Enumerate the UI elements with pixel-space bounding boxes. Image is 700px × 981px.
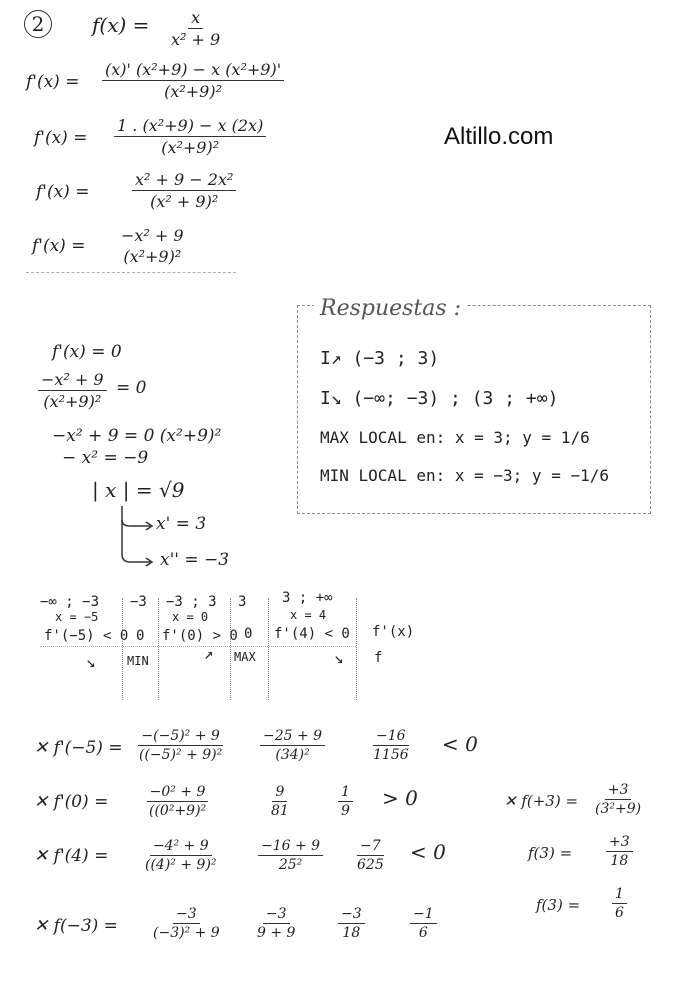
eval-4-den-2: 9 + 9 [257, 925, 296, 941]
root-1: x' = 3 [156, 514, 207, 534]
function-numerator: x [188, 8, 203, 29]
eval-4-num-1: −3 [173, 906, 200, 924]
eval-4-den-1: (−3)² + 9 [153, 925, 220, 941]
exercise-number: 2 [24, 10, 52, 38]
eval-1-den-1: ((−5)² + 9)² [139, 747, 223, 763]
root-2: x'' = −3 [160, 550, 230, 570]
eval-1-num-1: −(−5)² + 9 [138, 728, 222, 746]
interval-3-arrow: ↘ [334, 648, 344, 667]
eval-4-den-4: 6 [418, 925, 428, 941]
eval-3-num-1: −4² + 9 [150, 838, 212, 856]
derivative-step-4-lhs: f'(x) = [32, 236, 86, 256]
right-eval-3-denominator: 6 [615, 905, 624, 921]
eval-3-lhs: ✕ f'(4) = [34, 846, 109, 866]
root-branch-arrows [110, 502, 160, 572]
right-eval-3-numerator: 1 [612, 886, 627, 904]
right-eval-1-fraction [592, 782, 644, 817]
interval-2-arrow: ↗ [204, 644, 214, 663]
eval-1-num-3: −16 [373, 728, 409, 746]
interval-3-test: x = 4 [290, 608, 327, 622]
eval-2-frac-1 [146, 784, 209, 819]
critical-eq-zero: = 0 [116, 378, 147, 398]
eval-4-frac-3 [338, 906, 365, 941]
eval-2-den-1: ((0²+9)² [149, 803, 207, 819]
right-eval-2-fraction [606, 834, 633, 869]
right-eval-3-fraction [612, 886, 627, 921]
derivative-step-1-lhs: f'(x) = [26, 72, 80, 92]
interval-3-label: 3 ; +∞ [282, 590, 333, 606]
eval-4-frac-2 [254, 906, 298, 941]
point-2-sign: 0 [244, 626, 253, 642]
eval-2-frac-3 [338, 784, 353, 819]
derivative-step-3-denominator: (x² + 9)² [150, 192, 219, 211]
eval-3-num-3: −7 [357, 838, 384, 856]
sign-divider-4 [268, 598, 269, 700]
sign-divider-5 [356, 598, 357, 700]
answer-increasing: I↗ (−3 ; 3) [320, 348, 440, 369]
eval-3-den-1: ((4)² + 9)² [145, 857, 217, 873]
function-denominator: x² + 9 [171, 30, 221, 49]
point-2-extremum: MAX [234, 650, 256, 664]
legend-function: f [374, 650, 383, 666]
critical-fraction-denominator: (x²+9)² [43, 392, 102, 411]
derivative-step-3-fraction [132, 170, 236, 211]
function-fraction [168, 8, 223, 49]
eval-2-num-1: −0² + 9 [147, 784, 209, 802]
point-2-label: 3 [238, 594, 247, 610]
eval-1-den-2: (34)² [275, 747, 310, 763]
answer-min-local: MIN LOCAL en: x = −3; y = −1/6 [320, 466, 609, 485]
derivative-step-4-denominator: (x²+9)² [123, 247, 182, 266]
eval-4-frac-1 [150, 906, 223, 941]
eval-2-den-3: 9 [341, 803, 350, 819]
sign-table-midline [40, 646, 356, 647]
derivative-step-3-numerator: x² + 9 − 2x² [132, 170, 236, 191]
critical-eq-1: f'(x) = 0 [52, 342, 122, 362]
legend-derivative: f'(x) [372, 624, 415, 640]
interval-3-sign: f'(4) < 0 [274, 626, 350, 642]
point-1-label: −3 [130, 594, 147, 610]
sign-divider-1 [122, 598, 123, 700]
eval-1-frac-2 [260, 728, 325, 763]
right-eval-1-numerator: +3 [605, 782, 632, 800]
right-eval-1-lhs: ✕ f(+3) = [504, 792, 579, 810]
derivative-step-4-fraction [118, 226, 187, 266]
eval-3-num-2: −16 + 9 [258, 838, 323, 856]
eval-3-den-2: 25² [278, 857, 303, 873]
point-1-sign: 0 [136, 628, 145, 644]
interval-1-label: −∞ ; −3 [40, 594, 100, 610]
eval-2-den-2: 81 [271, 803, 289, 819]
derivative-step-2-fraction [114, 116, 266, 157]
eval-2-num-2: 9 [272, 784, 287, 802]
critical-eq-4: | x | = √9 [92, 478, 185, 502]
derivative-step-2-numerator: 1 . (x²+9) − x (2x) [114, 116, 266, 137]
derivative-step-2-denominator: (x²+9)² [161, 138, 220, 157]
eval-1-result: < 0 [442, 732, 478, 756]
answer-decreasing: I↘ (−∞; −3) ; (3 ; +∞) [320, 388, 559, 409]
eval-2-result: > 0 [382, 786, 418, 810]
eval-3-frac-2 [258, 838, 323, 873]
eval-1-frac-3 [370, 728, 412, 763]
derivative-step-2-lhs: f'(x) = [34, 128, 88, 148]
critical-eq-3: − x² = −9 [62, 448, 149, 468]
eval-4-num-2: −3 [263, 906, 290, 924]
right-eval-2-denominator: 18 [610, 853, 629, 869]
derivative-step-4-numerator: −x² + 9 [121, 226, 184, 245]
right-eval-1-denominator: (3²+9) [595, 801, 642, 817]
interval-1-sign: f'(−5) < 0 [44, 628, 129, 644]
function-lhs: f(x) = [92, 13, 150, 37]
interval-2-label: −3 ; 3 [166, 594, 217, 610]
interval-2-sign: f'(0) > 0 [162, 628, 238, 644]
eval-4-frac-4 [410, 906, 437, 941]
answers-box [297, 296, 651, 514]
derivation-underline [26, 272, 236, 273]
eval-1-frac-1 [136, 728, 225, 763]
eval-1-lhs: ✕ f'(−5) = [34, 738, 123, 758]
sign-divider-3 [230, 598, 231, 700]
eval-1-num-2: −25 + 9 [260, 728, 325, 746]
right-eval-3-lhs: f(3) = [536, 896, 581, 914]
right-eval-2-numerator: +3 [606, 834, 633, 852]
critical-eq-2: −x² + 9 = 0 (x²+9)² [52, 426, 222, 446]
eval-1-den-3: 1156 [373, 747, 409, 763]
eval-4-lhs: ✕ f(−3) = [34, 916, 118, 936]
derivative-step-1-numerator: (x)' (x²+9) − x (x²+9)' [102, 60, 284, 81]
answers-title: Respuestas : [314, 296, 467, 321]
watermark-text: Altillo.com [444, 123, 554, 150]
answer-max-local: MAX LOCAL en: x = 3; y = 1/6 [320, 428, 590, 447]
interval-2-test: x = 0 [172, 610, 209, 624]
interval-1-test: x = −5 [55, 610, 99, 624]
eval-4-den-3: 18 [342, 925, 361, 941]
eval-4-num-3: −3 [338, 906, 365, 924]
sign-divider-2 [158, 598, 159, 700]
derivative-step-1-fraction [102, 60, 284, 101]
critical-fraction-numerator: −x² + 9 [38, 370, 107, 391]
critical-fraction [38, 370, 107, 411]
eval-3-result: < 0 [410, 840, 446, 864]
eval-2-num-3: 1 [338, 784, 353, 802]
point-1-extremum: MIN [127, 654, 149, 668]
eval-3-den-3: 625 [357, 857, 384, 873]
eval-3-frac-1 [142, 838, 220, 873]
eval-2-frac-2 [268, 784, 292, 819]
eval-4-num-4: −1 [410, 906, 437, 924]
derivative-step-1-denominator: (x²+9)² [164, 82, 222, 101]
right-eval-2-lhs: f(3) = [528, 844, 573, 862]
eval-3-frac-3 [354, 838, 387, 873]
eval-2-lhs: ✕ f'(0) = [34, 792, 109, 812]
interval-1-arrow: ↘ [86, 652, 96, 671]
derivative-step-3-lhs: f'(x) = [36, 182, 90, 202]
